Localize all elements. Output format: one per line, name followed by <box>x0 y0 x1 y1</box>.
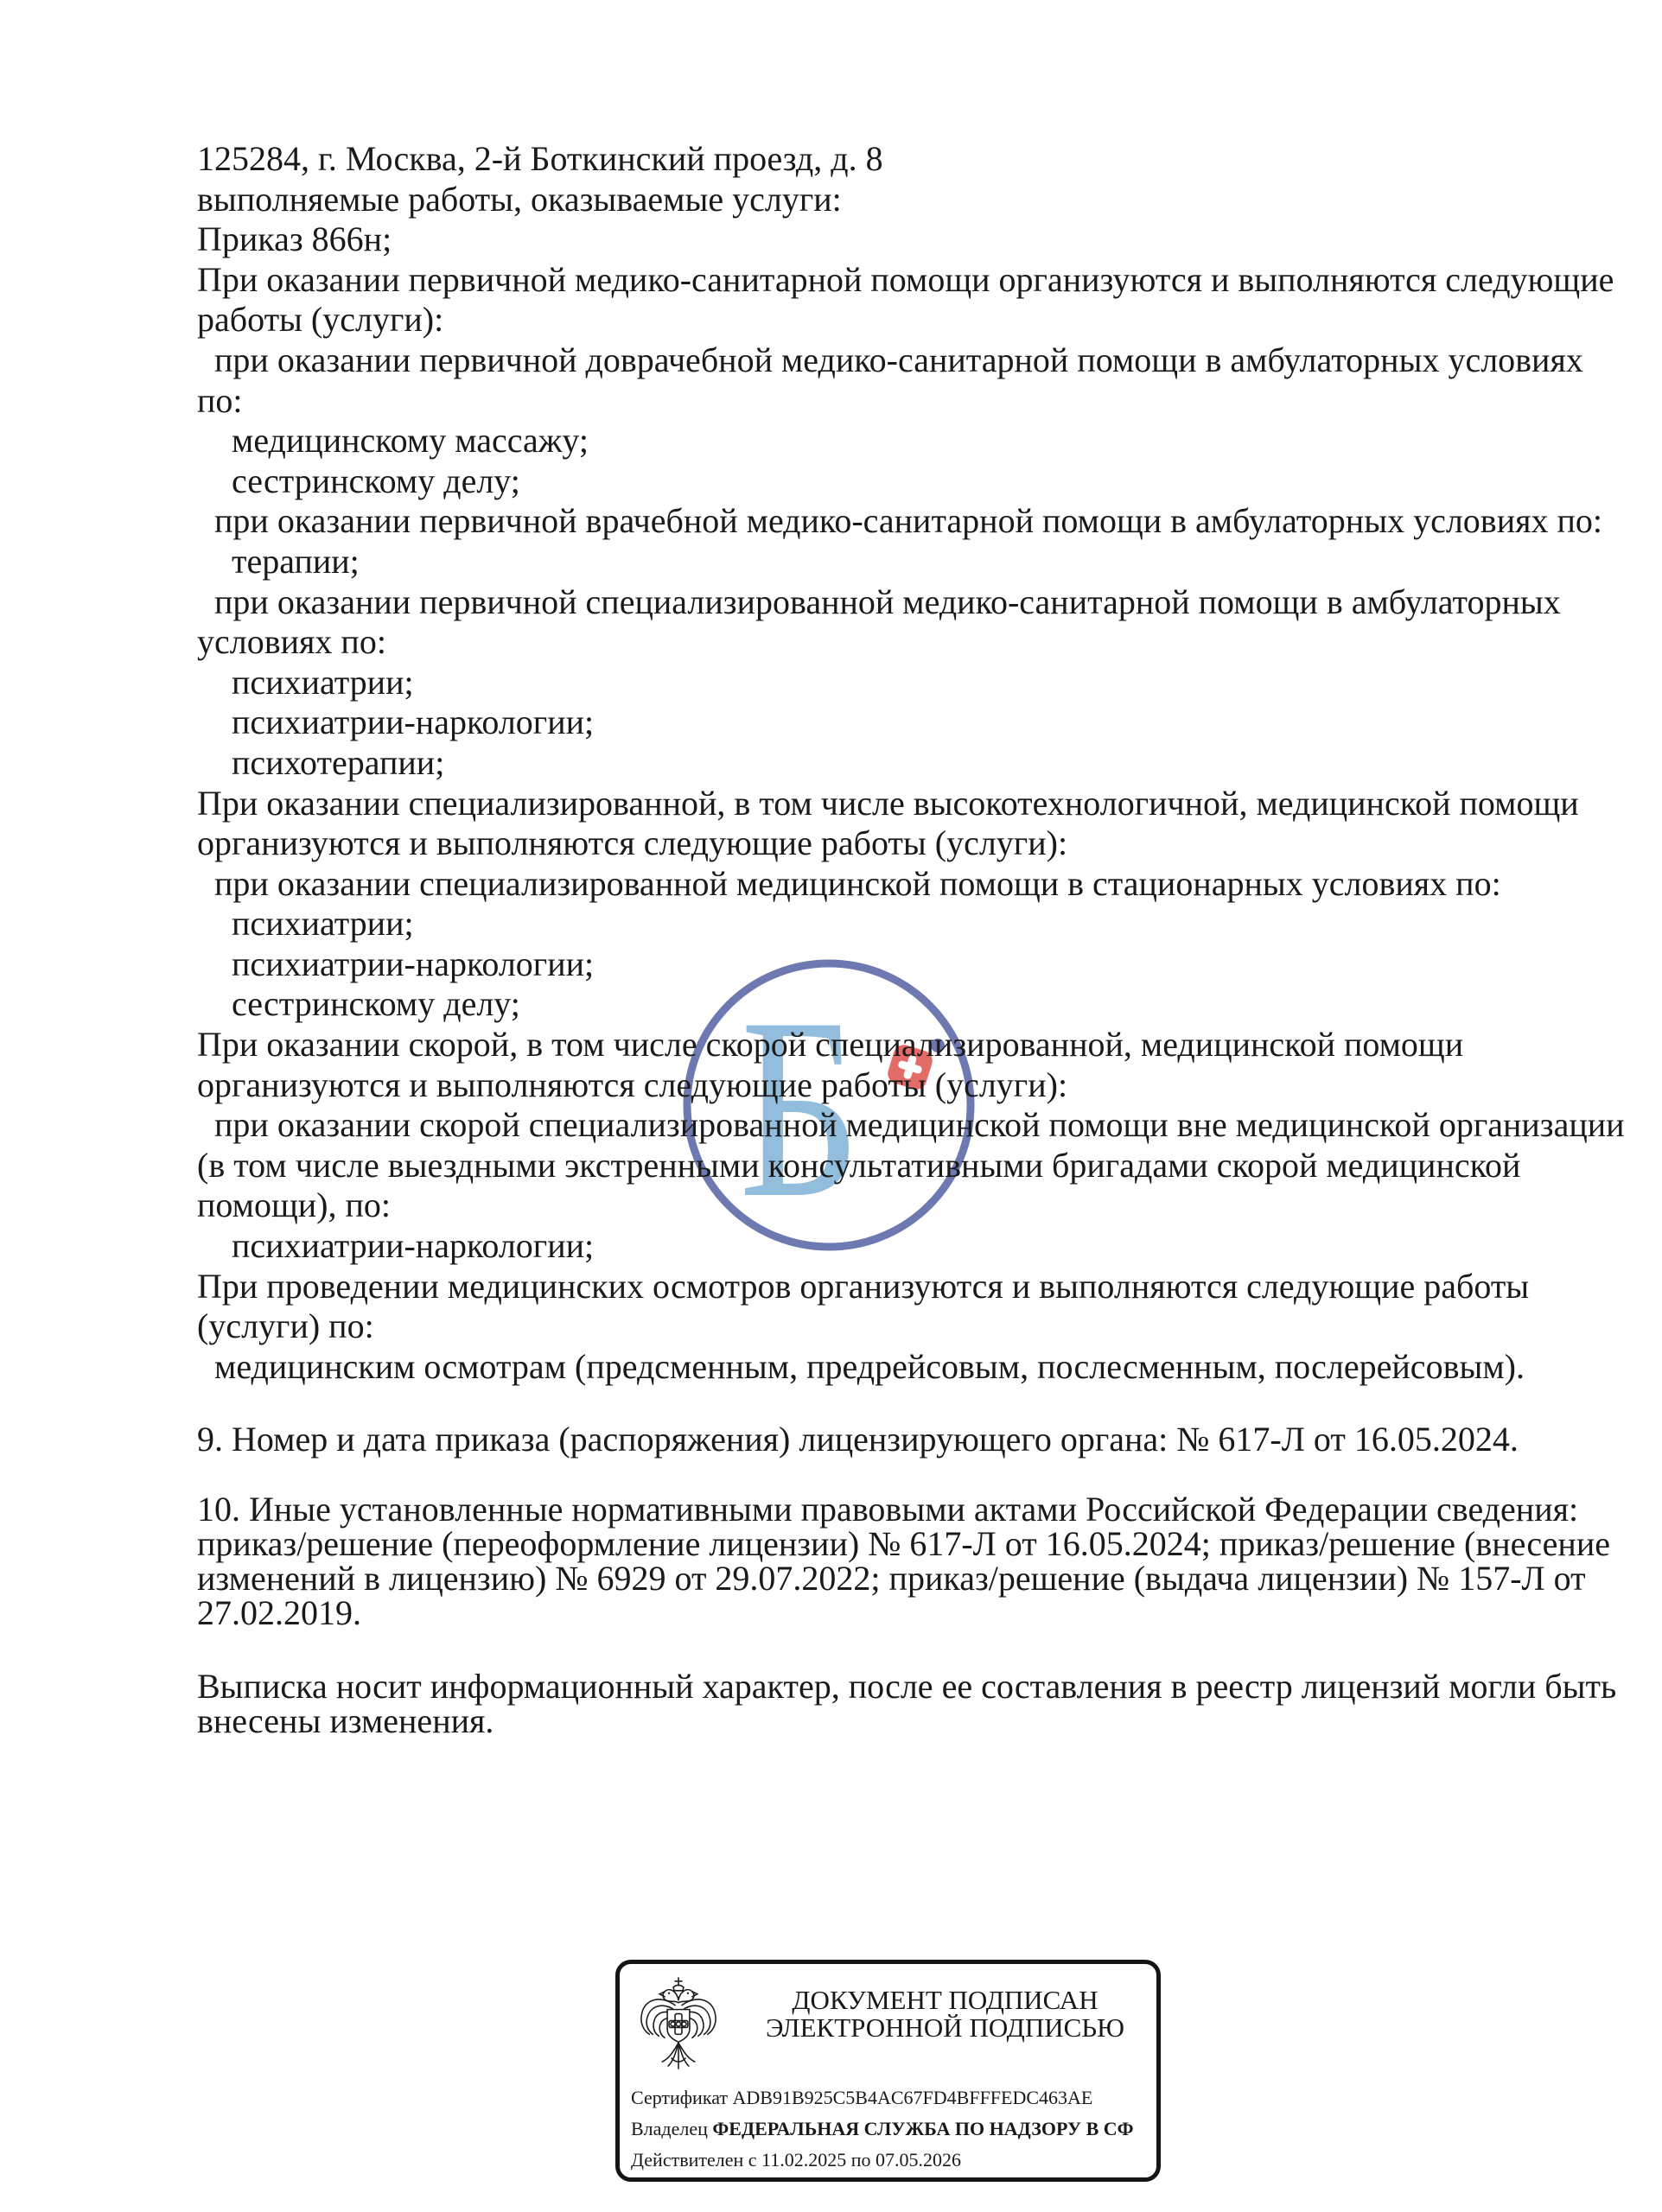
watermark-letter: Б <box>739 965 862 1252</box>
text-line: сестринскому делу; <box>197 984 520 1024</box>
text-line: психиатрии-наркологии; <box>197 702 595 742</box>
text-line: терапии; <box>197 541 360 581</box>
text-line: при оказании первичной специализированной медико-санитарной помощи в амбулаторных <box>197 582 1561 621</box>
text-line: выполняемые работы, оказываемые услуги: <box>197 179 842 219</box>
text-line: При проведении медицинских осмотров организуются и выполняются следующие работы <box>197 1266 1530 1306</box>
text-line: (услуги) по: <box>197 1306 374 1346</box>
owner-label: Владелец <box>631 2118 708 2139</box>
text-line: 10. Иные установленные нормативными правовыми актами Российской Федерации сведения: <box>197 1490 1579 1529</box>
license-works-services-text <box>197 139 1625 1387</box>
text-line: психиатрии; <box>197 904 414 944</box>
text-line: организуются и выполняются следующие работы (услуги): <box>197 1065 1068 1104</box>
text-line: 27.02.2019. <box>197 1593 361 1632</box>
text-line: При оказании специализированной, в том числе высокотехнологичной, медицинской помощи <box>197 783 1579 823</box>
owner-line <box>631 2113 1156 2145</box>
paragraph-9-order-number <box>197 1422 1519 1457</box>
paragraph-10-other-information <box>197 1492 1610 1630</box>
stamp-title-line2: ЭЛЕКТРОННОЙ ПОДПИСЬЮ <box>766 2012 1124 2043</box>
certificate-line <box>631 2082 1156 2113</box>
text-line: психиатрии-наркологии; <box>197 944 595 983</box>
text-line: по: <box>197 380 243 420</box>
text-line: Приказ 866н; <box>197 219 392 259</box>
text-line: сестринскому делу; <box>197 461 520 500</box>
text-line: при оказании первичной врачебной медико-санитарной помощи в амбулаторных условиях по: <box>197 501 1603 541</box>
text-line: При оказании первичной медико-санитарной помощи организуются и выполняются следующие <box>197 259 1614 299</box>
informational-note <box>197 1669 1616 1738</box>
validity-line: Действителен с 11.02.2025 по 07.05.2026 <box>631 2149 961 2171</box>
text-line: медицинским осмотрам (предсменным, предрейсовым, послесменным, послерейсовым). <box>197 1346 1525 1386</box>
roszdravnadzor-eagle-icon <box>637 1974 720 2073</box>
text-line: организуются и выполняются следующие работы (услуги): <box>197 823 1068 863</box>
text-line: работы (услуги): <box>197 300 444 340</box>
text-line: при оказании скорой специализированной медицинской помощи вне медицинской организации <box>197 1105 1625 1145</box>
text-line: При оказании скорой, в том числе скорой специализированной, медицинской помощи <box>197 1025 1464 1065</box>
text-line: медицинскому массажу; <box>197 421 589 461</box>
electronic-signature-stamp <box>615 1960 1161 2182</box>
text-line: психиатрии-наркологии; <box>197 1226 595 1266</box>
text-line: (в том числе выездными экстренными консультативными бригадами скорой медицинской <box>197 1145 1521 1185</box>
text-line: изменений в лицензию) № 6929 от 29.07.2022; приказ/решение (выдача лицензии) № 157-Л от <box>197 1559 1586 1598</box>
text-line: психиатрии; <box>197 662 414 702</box>
stamp-title <box>741 1986 1149 2042</box>
text-line: психотерапии; <box>197 742 445 782</box>
text-line: при оказании первичной доврачебной медико-санитарной помощи в амбулаторных условиях <box>197 340 1583 379</box>
text-line: приказ/решение (переоформление лицензии) № 617-Л от 16.05.2024; приказ/решение (внесение <box>197 1524 1610 1563</box>
text-line: при оказании специализированной медицинской помощи в стационарных условиях по: <box>197 863 1501 903</box>
text-line: помощи), по: <box>197 1185 392 1225</box>
owner-value: ФЕДЕРАЛЬНАЯ СЛУЖБА ПО НАДЗОРУ В СФ <box>712 2118 1134 2139</box>
text-line: 125284, г. Москва, 2-й Боткинский проезд, д. 8 <box>197 139 883 178</box>
stamp-info <box>631 2082 1156 2176</box>
text-line: 9. Номер и дата приказа (распоряжения) лицензирующего органа: № 617-Л от 16.05.2024. <box>197 1420 1519 1459</box>
text-line: внесены изменения. <box>197 1701 494 1740</box>
certificate-value: ADB91B925C5B4AC67FD4BFFFEDC463AE <box>732 2087 1093 2108</box>
stamp-title-line1: ДОКУМЕНТ ПОДПИСАН <box>792 1985 1098 2015</box>
text-line: условиях по: <box>197 622 386 662</box>
certificate-label: Сертификат <box>631 2087 728 2108</box>
text-line: Выписка носит информационный характер, после ее составления в реестр лицензий могли быть <box>197 1667 1617 1706</box>
